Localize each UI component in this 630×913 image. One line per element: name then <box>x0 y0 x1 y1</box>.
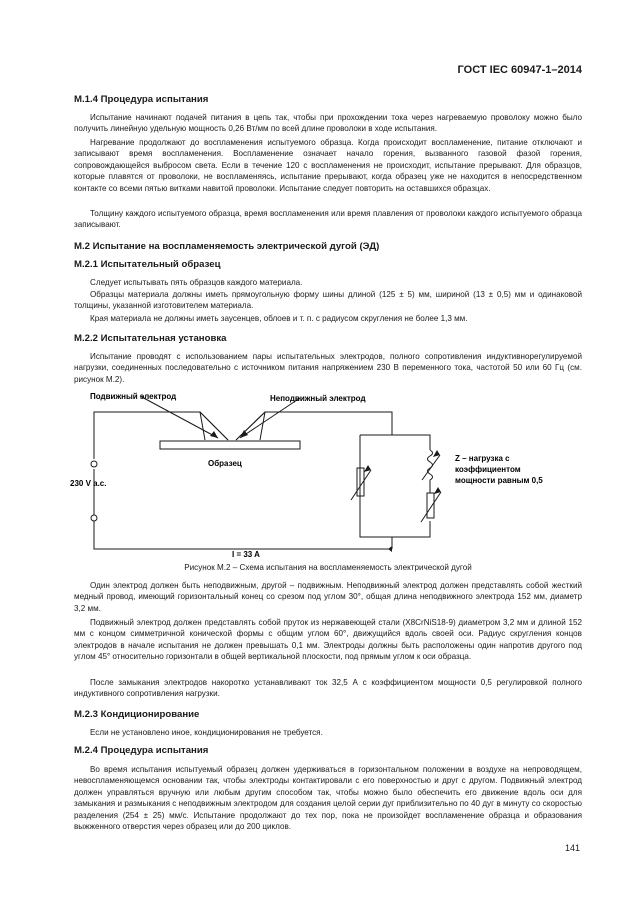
figure-caption: Рисунок M.2 – Схема испытания на воспламеняемость электрической дугой <box>184 563 472 572</box>
sample-bar <box>160 441 300 449</box>
load-bottom-wire <box>360 435 430 537</box>
paragraph: Края материала не должны иметь заусенцев, облоев и т. п. с радиусом скругления не более 1,3 мм. <box>90 314 468 323</box>
paragraph: Нагревание продолжают до воспламенения испытуемого образца. Когда происходит воспламенение, питание отключают и записывают время воспламенения. Воспламенение означает начало горения, вызванного газовой фазой горения, сопровождающейся выбросом света. Если в течение 120 с воспламенения не происходит, испытание прерывают. Для образцов, которые плавятся от проволоки, не воспламеняясь, испытание прерывают, когда образец уже не находится в непосредственном контакте со всеми пятью витками навитой проволоки. Испытание следует повторить на оставшихся образцах. <box>74 138 582 193</box>
sample-label: Образец <box>208 459 242 468</box>
heading-m14: M.1.4 Процедура испытания <box>74 94 209 105</box>
paragraph: Если не установлено иное, кондиционирования не требуется. <box>90 728 323 737</box>
movable-electrode-wire <box>94 412 205 459</box>
source-terminal-top <box>91 461 97 467</box>
paragraph: Один электрод должен быть неподвижным, другой – подвижным. Неподвижный электрод должен представлять собой жесткий медный провод, имеющий горизонтальный конец со срезом под углом 30°, общая длина неподвижного электрода 152 мм, диаметр 3,2 мм. <box>74 581 582 613</box>
paragraph: Испытание проводят с использованием пары испытательных электродов, полного сопротивления индуктивнорегулируемой нагрузки, соединенных последовательно с источником питания напряжением 230 В переменного тока, частотой 50 или 60 Гц (см. рисунок M.2). <box>74 352 582 384</box>
page-number: 141 <box>564 843 580 853</box>
heading-m23: M.2.3 Кондиционирование <box>74 709 200 720</box>
test-circuit-figure <box>0 385 630 565</box>
heading-m2: M.2 Испытание на воспламеняемость электрической дугой (ЭД) <box>74 241 380 252</box>
paragraph: Подвижный электрод должен представлять собой пруток из нержавеющей стали (X8CrNiS18-9) диаметром 3,2 мм и длиной 152 мм с концом симметричной конической формы с общим углом 60°, движущийся вдоль своей оси. Радиус скругления концов электродов в начале испытания не должен превышать 0,1 мм. Электроды должны быть расположены один напротив другого под углом 45° относительно горизонтали в общей вертикальной плоскости, под прямым углом к оси образца. <box>74 618 582 662</box>
source-terminal-bottom <box>91 515 97 521</box>
paragraph: Образцы материала должны иметь прямоугольную форму шины длиной (125 ± 5) мм, шириной (13 ± 0,5) мм и одинаковой толщины, указанной изготовителем материала. <box>74 290 582 311</box>
load-label-line3: мощности равным 0,5 <box>455 476 543 485</box>
variable-resistor-right <box>427 493 434 518</box>
movable-electrode-label: Подвижный электрод <box>90 392 177 401</box>
source-label: 230 V а.с. <box>70 479 107 488</box>
fixed-electrode-label: Неподвижный электрод <box>270 394 366 403</box>
paragraph: Следует испытывать пять образцов каждого материала. <box>90 278 303 287</box>
inductor-coil <box>428 450 433 485</box>
bottom-wire <box>94 469 392 549</box>
heading-m24: M.2.4 Процедура испытания <box>74 745 209 756</box>
load-top-wire <box>360 435 430 450</box>
load-label-line2: коэффициентом <box>455 465 521 474</box>
paragraph: Испытание начинают подачей питания в цепь так, чтобы при прохождении тока через нагреваемую проволоку можно было получить линейную удельную мощность 0,26 Вт/мм по всей длине проволоки в ходе испытания. <box>74 113 582 134</box>
heading-m22: M.2.2 Испытательная установка <box>74 333 227 344</box>
current-label: I = 33 A <box>232 550 260 559</box>
standard-header: ГОСТ IEC 60947-1–2014 <box>457 64 582 76</box>
heading-m21: M.2.1 Испытательный образец <box>74 259 221 270</box>
paragraph: После замыкания электродов накоротко устанавливают ток 32,5 А с коэффициентом мощности 0,5 регулировкой полного индуктивного сопротивления нагрузки. <box>74 678 582 699</box>
paragraph: Во время испытания испытуемый образец должен удерживаться в горизонтальном положении в воздухе на непроводящем, невоспламеняющемся основании так, чтобы электроды контактировали с его поверхностью и друг с другом. Подвижный электрод должен управляться вручную или любым другим способом так, чтобы можно было обеспечить его движение вдоль оси для замыкания и размыкания с неподвижным электродом для создания целой серии дуг приблизительно по 40 дуг в минуту со скоростью разделения (254 ± 25) мм/с. Испытание продолжают до тех пор, пока не произойдет воспламенение образца и образования выжженного отверстия через образец или до 200 циклов. <box>74 765 582 832</box>
load-label-line1: Z – нагрузка с <box>455 454 510 463</box>
fixed-electrode-wire <box>260 412 392 440</box>
paragraph: Толщину каждого испытуемого образца, время воспламенения или время плавления от проволоки каждого испытуемого образца записывают. <box>74 209 582 230</box>
